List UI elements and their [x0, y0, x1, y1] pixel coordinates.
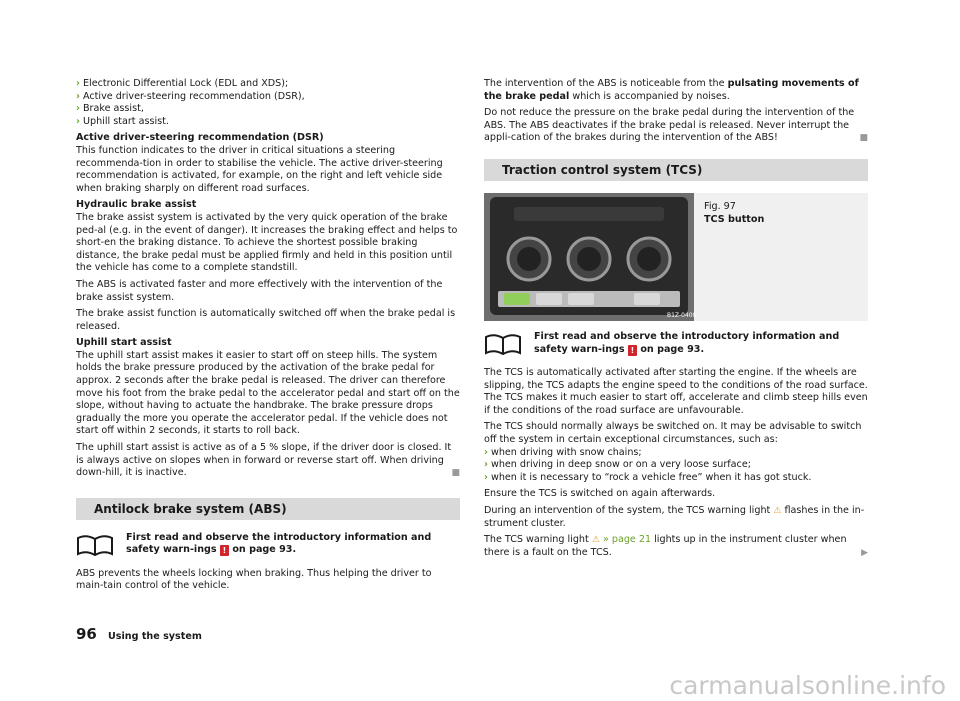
chevron-right-icon: › [484, 471, 488, 483]
chevron-right-icon: › [76, 115, 80, 127]
footer-section-label: Using the system [108, 631, 202, 642]
list-item: › when driving with snow chains; [484, 446, 642, 458]
page-link[interactable]: on page 93. [640, 343, 705, 355]
tcs-warning-light-icon: ⚠ [591, 535, 600, 546]
warning-icon: ! [220, 545, 229, 556]
page-number: 96 [76, 625, 97, 643]
usa-text: The uphill start assist is active as of a 5 % slope, if the driver door is closed. It is always active on slopes when in forward or reverse start off. When driving down-hill, it is inactive. ■ [76, 442, 460, 479]
figure [484, 193, 868, 321]
abs-pressure-text: Do not reduce the pressure on the brake pedal during the intervention of the ABS. The ABS deactivates if the brake pedal is released. Never interrupt the appli-cation of the brakes during the intervention of the ABS! ■ [484, 107, 868, 144]
usa-text: The uphill start assist makes it easier to start off on steep hills. The system holds the brake pressure produced by the activation of the brake pedal for approx. 2 seconds after the brake pedal is released. The driver can therefore move his foot from the brake pedal to the accelerator pedal and start off on the slope, without having to actuate the handbrake. The brake pressure drops gradually the more you operate the accelerator pedal. If the vehicle does not start off within 2 seconds, it starts to roll back. [76, 349, 460, 437]
chevron-right-icon: › [484, 459, 488, 471]
right-column [484, 78, 868, 563]
hba-text: The ABS is activated faster and more effectively with the intervention of the brake assist system. [76, 278, 443, 303]
list-item: › when it is necessary to “rock a vehicle free” when it has got stuck. [484, 471, 812, 483]
tcs-text: Ensure the TCS is switched on again afterwards. [484, 488, 716, 500]
list-item: › when driving in deep snow or on a very loose surface; [484, 459, 751, 471]
hba-heading: Hydraulic brake assist [76, 199, 197, 211]
chevron-right-icon: › [76, 78, 80, 89]
read-first-note: First read and observe the introductory information and safety warn-ings ! on page 93. [76, 532, 460, 558]
end-mark-icon: ■ [451, 468, 460, 479]
left-column [76, 78, 460, 597]
hba-text: The brake assist system is activated by the very quick operation of the brake ped-al (e.g. in the event of danger). It increases the braking effect and helps to short-en the braking distance. To achieve the shortest possible braking distance, the brake pedal must be applied firmly and held in this position until the vehicle has come to a complete standstill. [76, 211, 458, 274]
image-code: B1Z-0400 [667, 311, 697, 319]
dsr-text: This function indicates to the driver in critical situations a steering recommenda-tion in order to stabilise the vehicle. The active driver-steering recommendation is activated, for example, on the right and left vehicle side when braking sharply on different road surfaces. [76, 144, 443, 194]
section-heading-tcs: Traction control system (TCS) [484, 159, 868, 181]
watermark: carmanualsonline.info [669, 671, 946, 701]
warning-icon: ! [628, 345, 637, 356]
abs-intervention-text: The intervention of the ABS is noticeable from the pulsating movements of the brake pedal which is accompanied by noises. [484, 78, 859, 102]
book-icon [484, 333, 522, 355]
hba-text: The brake assist function is automatically switched off when the brake pedal is released. [76, 308, 456, 332]
list-item: › Electronic Differential Lock (EDL and XDS); [76, 78, 289, 89]
page-link[interactable]: on page 93. [232, 544, 297, 556]
dsr-heading: Active driver-steering recommendation (DSR) [76, 132, 324, 144]
continue-arrow-icon: ▶ [861, 547, 868, 558]
chevron-right-icon: › [76, 90, 80, 102]
figure-caption: Fig. 97 TCS button [704, 200, 765, 225]
list-item: › Uphill start assist. [76, 115, 169, 127]
section-heading-abs: Antilock brake system (ABS) [76, 498, 460, 520]
usa-heading: Uphill start assist [76, 337, 172, 349]
read-first-note: First read and observe the introductory information and safety warn-ings ! on page 93. [484, 331, 868, 357]
end-mark-icon: ■ [859, 133, 868, 144]
chevron-right-icon: › [484, 446, 488, 458]
tcs-text: During an intervention of the system, the TCS warning light ⚠ flashes in the in-strument cluster. [484, 504, 865, 529]
abs-text: ABS prevents the wheels locking when braking. Thus helping the driver to main-tain control of the vehicle. [76, 567, 432, 592]
tcs-text: The TCS is automatically activated after starting the engine. If the wheels are slipping, the TCS adapts the engine speed to the conditions of the road surface. The TCS makes it much easier to start off, accelerate and climb steep hills even if the conditions of the road surface are unfavourable. [484, 366, 868, 416]
book-icon [76, 534, 114, 556]
chevron-right-icon: › [76, 103, 80, 115]
tcs-text: The TCS should normally always be switched on. It may be advisable to switch off the system in certain exceptional circumstances, such as: [484, 421, 862, 445]
list-item: › Brake assist, [76, 103, 144, 115]
list-item: › Active driver-steering recommendation (DSR), [76, 90, 305, 102]
tcs-text: The TCS warning light ⚠ » page 21 lights up in the instrument cluster when there is a fault on the TCS. ▶ [484, 534, 868, 558]
tcs-warning-light-icon: ⚠ [773, 505, 782, 516]
tcs-button-image [484, 193, 697, 321]
page-reference-link[interactable]: » page 21 [602, 534, 652, 546]
